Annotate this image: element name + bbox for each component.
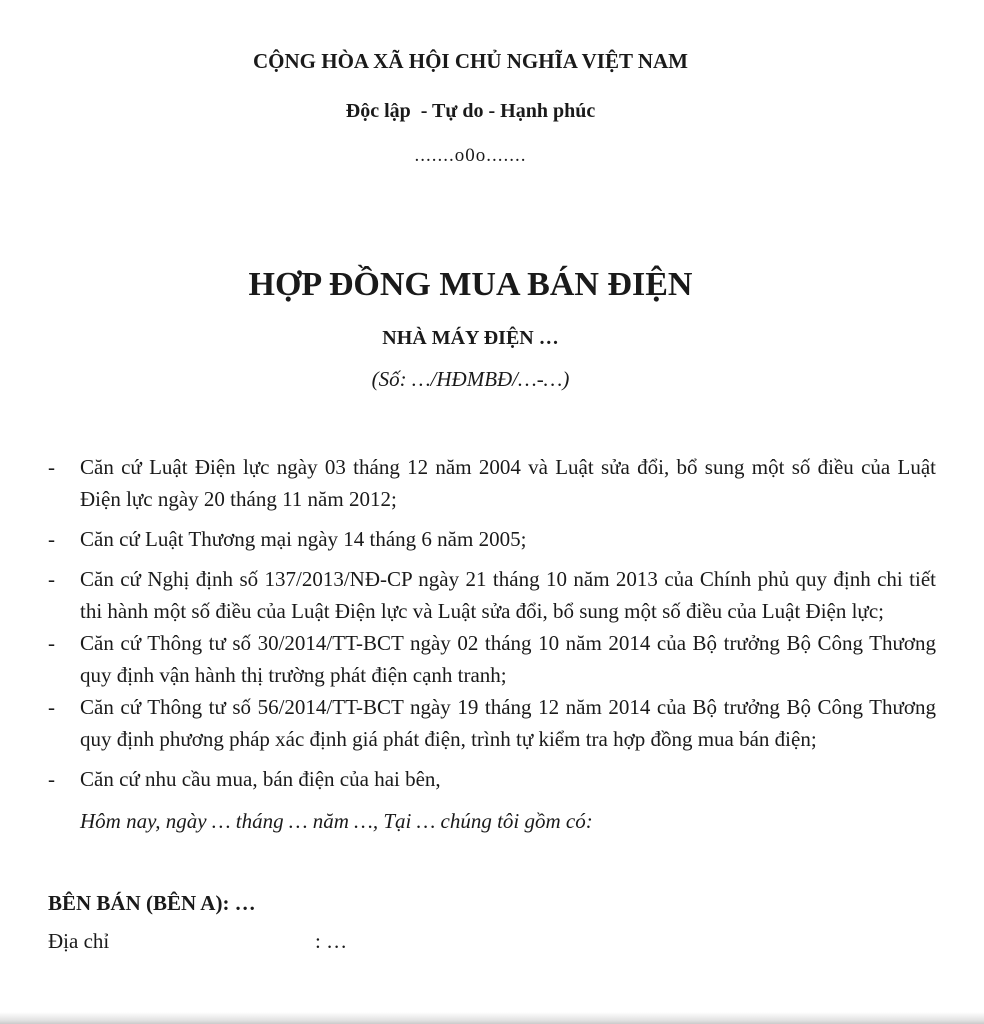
contract-intro-line: Hôm nay, ngày … tháng … năm …, Tại … chúng tôi gồm có: [80, 809, 593, 833]
list-item [48, 523, 936, 555]
dash-bullet: - [48, 767, 55, 791]
list-item-text: Căn cứ Thông tư số 56/2014/TT-BCT ngày 19 tháng 12 năm 2014 của Bộ trưởng Bộ Công Thương quy định phương pháp xác định giá phát điện, trình tự kiểm tra hợp đồng mua bán điện; [80, 695, 936, 751]
list-item [48, 627, 936, 691]
national-header-motto: Độc lập - Tự do - Hạnh phúc [345, 100, 596, 122]
list-item [48, 451, 936, 515]
dash-bullet: - [48, 631, 55, 655]
address-field-label: Địa chỉ [48, 929, 110, 953]
seller-party-heading: BÊN BÁN (BÊN A): … [48, 891, 256, 915]
list-item [48, 691, 936, 755]
document-title: HỢP ĐỒNG MUA BÁN ĐIỆN [248, 266, 693, 303]
contract-number-line: (Số: …/HĐMBĐ/…-…) [371, 367, 570, 391]
dash-bullet: - [48, 455, 55, 479]
national-header-country: CỘNG HÒA XÃ HỘI CHỦ NGHĨA VIỆT NAM [252, 49, 689, 73]
ornamental-divider: .......o0o....... [414, 145, 527, 166]
document-title-block [48, 264, 893, 393]
dash-bullet: - [48, 567, 55, 591]
bottom-edge-fade [0, 1012, 984, 1024]
list-item-text: Căn cứ Luật Điện lực ngày 03 tháng 12 năm 2004 và Luật sửa đổi, bổ sung một số điều của Luật Điện lực ngày 20 tháng 11 năm 2012; [80, 455, 936, 511]
list-item-text: Căn cứ Thông tư số 30/2014/TT-BCT ngày 02 tháng 10 năm 2014 của Bộ trưởng Bộ Công Thương quy định vận hành thị trường phát điện cạnh tranh; [80, 631, 936, 687]
list-item-text: Căn cứ Nghị định số 137/2013/NĐ-CP ngày 21 tháng 10 năm 2013 của Chính phủ quy định chi tiết thi hành một số điều của Luật Điện lực và Luật sửa đổi, bổ sung một số điều của Luật Điện lực; [80, 567, 936, 623]
list-item [48, 763, 936, 795]
list-item-text: Căn cứ Luật Thương mại ngày 14 tháng 6 năm 2005; [80, 527, 527, 551]
address-field-row [48, 925, 936, 957]
document-subtitle-plant: NHÀ MÁY ĐIỆN … [382, 327, 559, 349]
dash-bullet: - [48, 527, 55, 551]
national-header [48, 48, 893, 168]
address-field-value: : … [315, 929, 348, 953]
list-item-text: Căn cứ nhu cầu mua, bán điện của hai bên, [80, 767, 441, 791]
dash-bullet: - [48, 695, 55, 719]
list-item [48, 563, 936, 627]
legal-basis-list [48, 451, 936, 837]
